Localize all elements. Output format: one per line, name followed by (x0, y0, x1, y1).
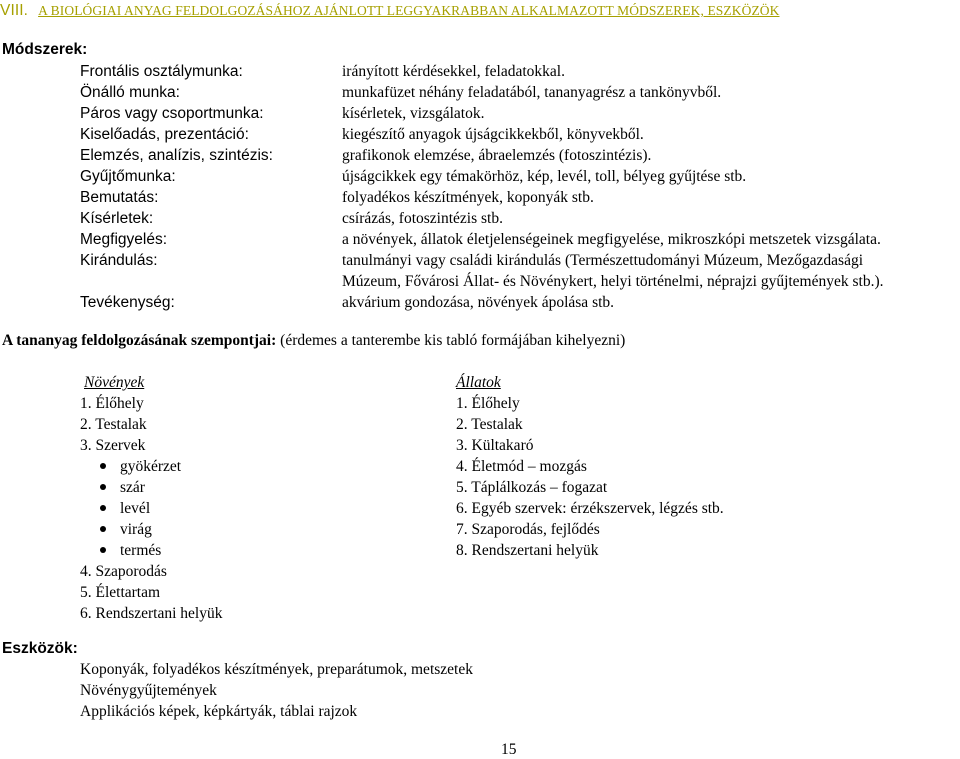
tools-label: Eszközök: (2, 640, 78, 657)
method-desc: tanulmányi vagy családi kirándulás (Természettudományi Múzeum, Mezőgazdasági (342, 252, 864, 269)
animals-title: Állatok (456, 374, 501, 391)
method-desc: irányított kérdésekkel, feladatokkal. (342, 63, 565, 80)
method-name: Elemzés, analízis, szintézis: (80, 147, 273, 164)
aspects-title: A tananyag feldolgozásának szempontjai: (2, 332, 277, 349)
page-number: 15 (501, 741, 517, 758)
section-heading (0, 1, 779, 21)
bullet-icon (100, 547, 106, 553)
method-name: Önálló munka: (80, 84, 180, 101)
method-name: Frontális osztálymunka: (80, 63, 243, 80)
list-item: 1. Élőhely (456, 395, 520, 412)
method-desc: folyadékos készítmények, koponyák stb. (342, 189, 594, 206)
method-name: Megfigyelés: (80, 231, 168, 248)
method-desc: a növények, állatok életjelenségeinek megfigyelése, mikroszkópi metszetek vizsgálata. (342, 231, 881, 248)
aspects-note: (érdemes a tanterembe kis tabló formájában kihelyezni) (276, 332, 626, 349)
list-item: 4. Életmód – mozgás (456, 458, 587, 475)
list-item: 4. Szaporodás (80, 563, 167, 580)
methods-label: Módszerek: (2, 41, 88, 58)
method-name: Tevékenység: (80, 294, 175, 311)
list-item: virág (120, 521, 152, 538)
method-desc: Múzeum, Fővárosi Állat- és Növénykert, helyi történelmi, néprajzi gyűjtemények stb.). (342, 273, 884, 290)
method-desc: kiegészítő anyagok újságcikkekből, könyvekből. (342, 126, 644, 143)
method-name: Kiselőadás, prezentáció: (80, 126, 249, 143)
list-item: Applikációs képek, képkártyák, táblai rajzok (80, 703, 358, 720)
bullet-icon (100, 505, 106, 511)
list-item: 6. Rendszertani helyük (80, 605, 223, 622)
method-desc: akvárium gondozása, növények ápolása stb. (342, 294, 615, 311)
list-item: levél (120, 500, 151, 517)
list-item: 2. Testalak (80, 416, 147, 433)
plants-title: Növények (84, 374, 145, 391)
bullet-icon (100, 484, 106, 490)
method-name: Bemutatás: (80, 189, 159, 206)
method-name: Kirándulás: (80, 252, 158, 269)
list-item: szár (120, 479, 145, 496)
method-desc: újságcikkek egy témakörhöz, kép, levél, toll, bélyeg gyűjtése stb. (342, 168, 747, 185)
section-title: A BIOLÓGIAI ANYAG FELDOLGOZÁSÁHOZ AJÁNLOTT LEGGYAKRABBAN ALKALMAZOTT MÓDSZEREK, ESZKÖZÖK (38, 3, 780, 18)
method-name: Gyűjtőmunka: (80, 168, 176, 185)
list-item: gyökérzet (120, 458, 182, 475)
method-name: Kísérletek: (80, 210, 154, 227)
list-item: Koponyák, folyadékos készítmények, preparátumok, metszetek (80, 661, 473, 678)
aspects-line (2, 331, 625, 350)
list-item: termés (120, 542, 162, 559)
list-item: 8. Rendszertani helyük (456, 542, 599, 559)
section-number: VIII. (0, 2, 29, 19)
method-name: Páros vagy csoportmunka: (80, 105, 264, 122)
bullet-icon (100, 463, 106, 469)
method-desc: kísérletek, vizsgálatok. (342, 105, 485, 122)
method-desc: csírázás, fotoszintézis stb. (342, 210, 503, 227)
list-item: 3. Kültakaró (456, 437, 534, 454)
list-item: 3. Szervek (80, 437, 146, 454)
method-desc: munkafüzet néhány feladatából, tananyagrész a tankönyvből. (342, 84, 722, 101)
list-item: 5. Táplálkozás – fogazat (456, 479, 608, 496)
list-item: 2. Testalak (456, 416, 523, 433)
list-item: 6. Egyéb szervek: érzékszervek, légzés stb. (456, 500, 724, 517)
list-item: Növénygyűjtemények (80, 682, 217, 699)
list-item: 5. Élettartam (80, 584, 161, 601)
list-item: 1. Élőhely (80, 395, 144, 412)
bullet-icon (100, 526, 106, 532)
method-desc: grafikonok elemzése, ábraelemzés (fotoszintézis). (342, 147, 652, 164)
list-item: 7. Szaporodás, fejlődés (456, 521, 600, 538)
